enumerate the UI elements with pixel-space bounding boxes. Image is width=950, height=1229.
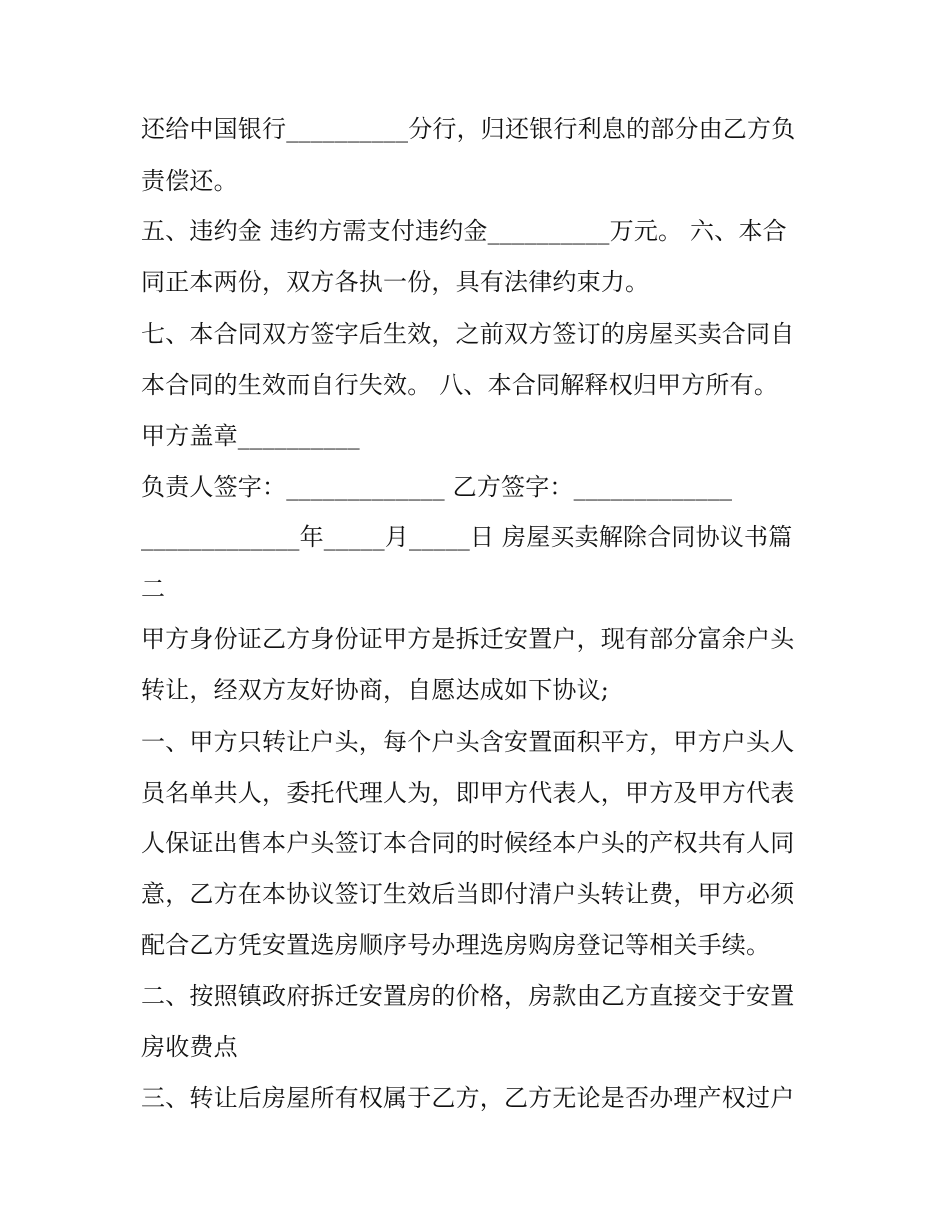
text-line: 七、本合同双方签字后生效，之前双方签订的房屋买卖合同自	[141, 320, 795, 348]
text-line: 二、按照镇政府拆迁安置房的价格，房款由乙方直接交于安置	[141, 982, 795, 1010]
text-line: 三、转让后房屋所有权属于乙方，乙方无论是否办理产权过户	[141, 1084, 795, 1112]
text-line: 员名单共人，委托代理人为，即甲方代表人，甲方及甲方代表	[141, 779, 795, 807]
text-line: 甲方身份证乙方身份证甲方是拆迁安置户，现有部分富余户头	[141, 625, 795, 653]
text-line: 一、甲方只转让户头，每个户头含安置面积平方，甲方户头人	[141, 728, 795, 756]
text-line: 意，乙方在本协议签订生效后当即付清户头转让费，甲方必须	[141, 880, 795, 908]
text-line: 还给中国银行__________分行，归还银行利息的部分由乙方负	[141, 115, 796, 143]
text-line: 人保证出售本户头签订本合同的时候经本户头的产权共有人同	[141, 829, 795, 857]
text-line: 负责人签字：_____________ 乙方签字：_____________	[141, 473, 733, 501]
text-line: 配合乙方凭安置选房顺序号办理选房购房登记等相关手续。	[141, 931, 771, 959]
text-line: 二	[141, 575, 166, 603]
text-line: 转让，经双方友好协商，自愿达成如下协议;	[141, 676, 610, 704]
text-line: 甲方盖章__________	[141, 422, 360, 450]
text-line: 本合同的生效而自行失效。 八、本合同解释权归甲方所有。	[141, 371, 779, 399]
text-line: 房收费点	[141, 1033, 238, 1061]
text-line: 同正本两份，双方各执一份，具有法律约束力。	[141, 268, 650, 296]
text-line: _____________年_____月_____日 房屋买卖解除合同协议书篇	[141, 523, 793, 551]
text-line: 五、违约金 违约方需支付违约金__________万元。 六、本合	[141, 217, 787, 245]
text-line: 责偿还。	[141, 167, 238, 195]
